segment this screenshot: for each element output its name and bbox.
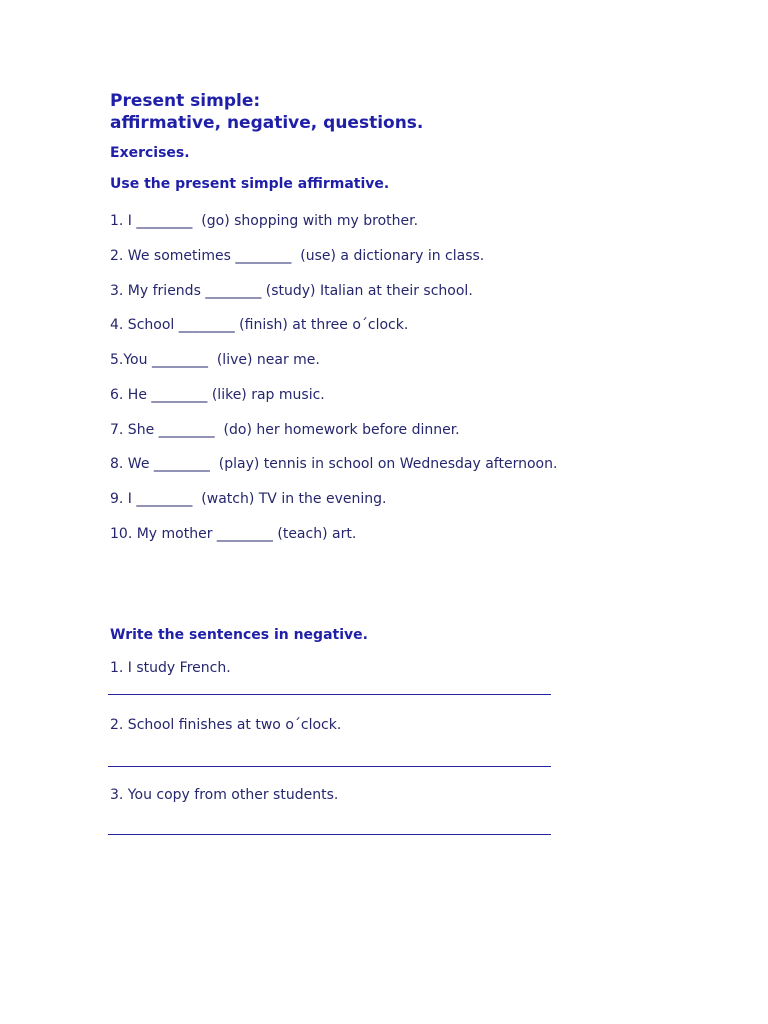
title-line-2: affirmative, negative, questions. [110,113,424,133]
exercise-item: 10. My mother ________ (teach) art. [110,526,357,542]
negative-sentence: 1. I study French. [110,660,231,676]
section2-instruction: Write the sentences in negative. [110,627,368,643]
answer-line[interactable] [108,694,551,695]
exercise-item: 1. I ________ (go) shopping with my brother. [110,213,419,229]
exercise-item: 4. School ________ (finish) at three o´clock. [110,317,409,333]
answer-line[interactable] [108,834,551,835]
section1-instruction: Use the present simple affirmative. [110,176,390,192]
exercise-item: 7. She ________ (do) her homework before dinner. [110,422,460,438]
exercise-item: 9. I ________ (watch) TV in the evening. [110,491,387,507]
negative-sentence: 3. You copy from other students. [110,787,339,803]
page-title [110,90,423,134]
exercise-item: 3. My friends ________ (study) Italian at their school. [110,283,473,299]
exercises-label: Exercises. [110,145,190,161]
negative-sentence: 2. School finishes at two o´clock. [110,717,342,733]
title-line-1: Present simple: [110,91,261,111]
exercise-item: 8. We ________ (play) tennis in school on Wednesday afternoon. [110,456,558,472]
answer-line[interactable] [108,766,551,767]
exercise-item: 2. We sometimes ________ (use) a dictionary in class. [110,248,485,264]
exercise-item: 6. He ________ (like) rap music. [110,387,325,403]
exercise-item: 5.You ________ (live) near me. [110,352,320,368]
